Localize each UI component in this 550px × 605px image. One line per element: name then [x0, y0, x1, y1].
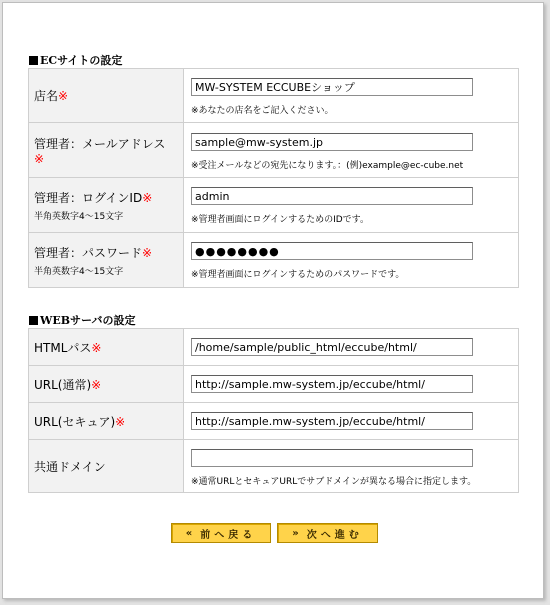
login-id-input[interactable] — [191, 187, 473, 205]
web-section-heading — [29, 312, 136, 328]
row-password — [29, 233, 519, 288]
label-cell — [29, 403, 184, 440]
label-cell — [29, 440, 184, 493]
label-cell — [29, 123, 184, 178]
required-mark: ※ — [58, 89, 69, 103]
required-mark: ※ — [91, 377, 102, 392]
row-common-domain — [29, 440, 519, 493]
label-cell — [29, 178, 184, 233]
row-html-path — [29, 329, 519, 366]
next-button-label: 次へ進む — [306, 529, 363, 541]
label-cell — [29, 233, 184, 288]
field-note: ※受注メールなどの宛先になります。：(例)example@ec-cube.net — [191, 161, 464, 171]
label-cell — [29, 69, 184, 123]
url-secure-input[interactable] — [191, 412, 473, 430]
field-cell — [184, 69, 519, 123]
field-cell — [184, 403, 519, 440]
next-button[interactable] — [277, 523, 378, 543]
field-cell — [184, 178, 519, 233]
field-hint: 半角英数字4～15文字 — [34, 266, 124, 277]
field-note: ※管理者画面にログインするためのパスワードです。 — [191, 270, 405, 280]
double-left-arrow-icon: « — [185, 527, 193, 539]
field-label: 管理者：メールアドレス — [34, 136, 166, 151]
back-button[interactable] — [171, 523, 271, 543]
web-section-title: WEBサーバの設定 — [40, 314, 136, 327]
common-domain-input[interactable] — [191, 449, 473, 467]
field-cell — [184, 329, 519, 366]
required-mark: ※ — [91, 340, 102, 355]
field-cell — [184, 366, 519, 403]
ec-section-heading — [29, 52, 122, 68]
field-note: ※管理者画面にログインするためのIDです。 — [191, 215, 369, 225]
double-right-arrow-icon: » — [292, 527, 299, 539]
required-mark: ※ — [142, 190, 153, 205]
field-label: 共通ドメイン — [34, 459, 106, 474]
row-shop-name — [29, 69, 519, 123]
web-settings-table — [28, 328, 519, 493]
row-login-id — [29, 178, 519, 233]
field-note: ※通常URLとセキュアURLでサブドメインが異なる場合に指定します。 — [191, 477, 477, 487]
field-cell — [184, 233, 519, 288]
shop-name-input[interactable] — [191, 78, 473, 96]
required-mark: ※ — [34, 151, 45, 166]
password-input[interactable] — [191, 242, 473, 260]
label-cell — [29, 366, 184, 403]
row-url-normal — [29, 366, 519, 403]
row-admin-email — [29, 123, 519, 178]
ec-settings-table — [28, 68, 519, 288]
required-mark: ※ — [142, 245, 153, 260]
url-normal-input[interactable] — [191, 375, 473, 393]
field-label: HTMLパス — [34, 340, 92, 355]
field-label: URL(通常) — [34, 377, 92, 392]
field-note: ※あなたの店名をご記入ください。 — [191, 106, 334, 116]
label-cell — [29, 329, 184, 366]
row-url-secure — [29, 403, 519, 440]
field-label: 店名 — [34, 89, 59, 103]
field-cell — [184, 123, 519, 178]
field-hint: 半角英数字4～15文字 — [34, 211, 124, 222]
ec-section-title: ECサイトの設定 — [40, 54, 123, 67]
field-label: 管理者：ログインID — [34, 190, 143, 205]
square-bullet-icon — [29, 56, 38, 65]
field-label: 管理者：パスワード — [34, 245, 143, 260]
html-path-input[interactable] — [191, 338, 473, 356]
field-label: URL(セキュア) — [34, 414, 116, 429]
back-button-label: 前へ戻る — [200, 529, 257, 541]
admin-email-input[interactable] — [191, 133, 473, 151]
required-mark: ※ — [115, 414, 126, 429]
field-cell — [184, 440, 519, 493]
square-bullet-icon — [29, 316, 38, 325]
